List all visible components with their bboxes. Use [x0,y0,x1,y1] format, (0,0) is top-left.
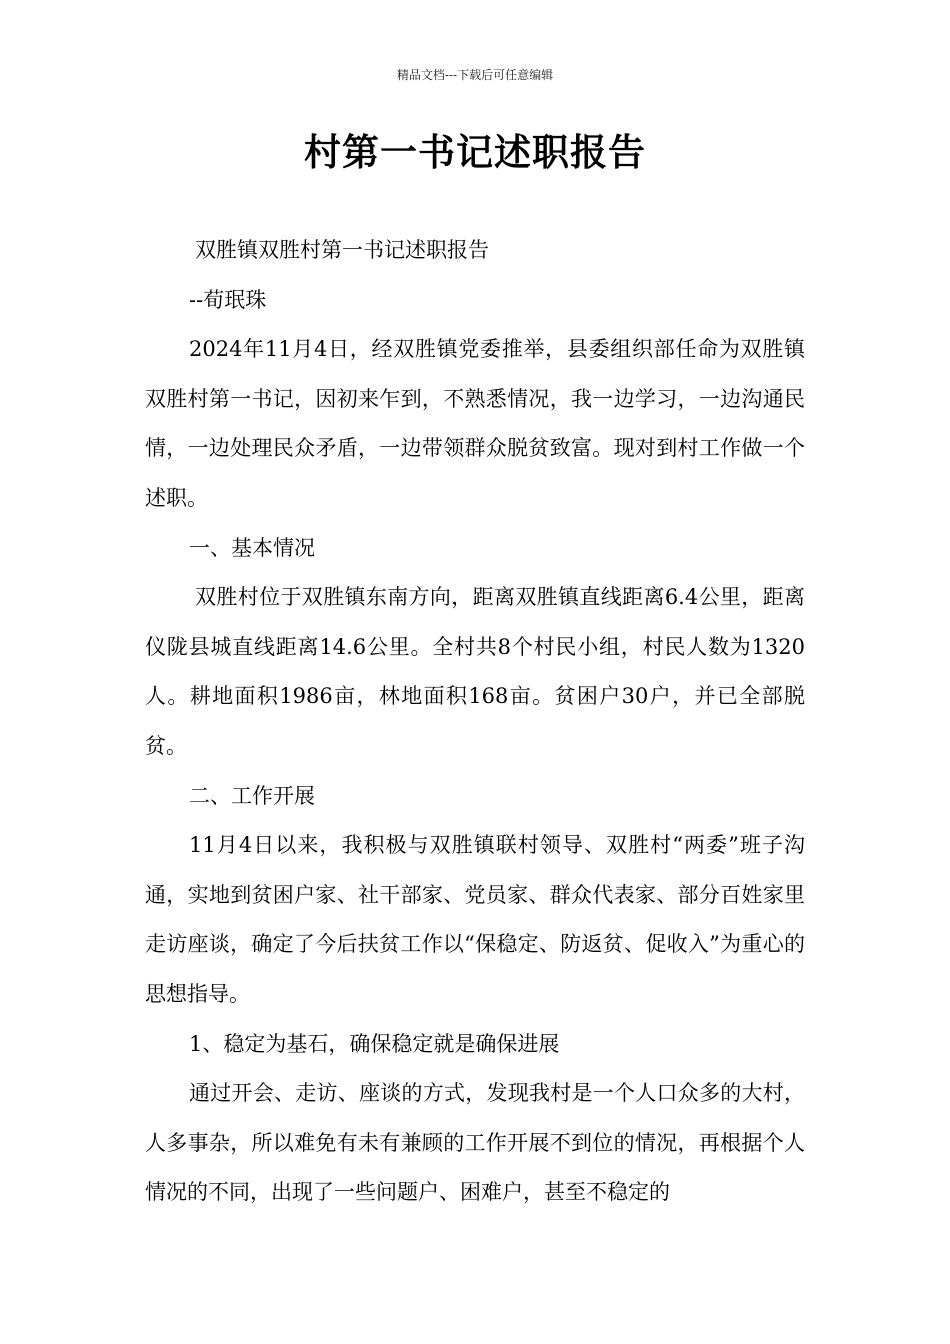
author-byline: --荀珉珠 [189,287,267,312]
stability-paragraph: 通过开会、走访、座谈的方式，发现我村是一个人口众多的大村，人多事杂，所以难免有未有兼顾的工作开展不到位的情况，再根据个人情况的不同，出现了一些问题户、困难户，甚至不稳定的 [145,1081,805,1205]
document-body [145,226,805,1218]
document-title: 村第一书记述职报告 [304,130,646,174]
intro-paragraph: 2024年11月4日，经双胜镇党委推举，县委组织部任命为双胜镇双胜村第一书记，因初来乍到，不熟悉情况，我一边学习，一边沟通民情，一边处理民众矛盾，一边带领群众脱贫致富。现对到村工作做一个述职。 [145,337,805,510]
basic-info-paragraph: 双胜村位于双胜镇东南方向，距离双胜镇直线距离6.4公里，距离仪陇县城直线距离14.6公里。全村共8个村民小组，村民人数为1320人。耕地面积1986亩，林地面积168亩。贫困户30户，并已全部脱贫。 [145,585,805,758]
header-note: 精品文档---下载后可任意编辑 [396,68,554,82]
work-paragraph: 11月4日以来，我积极与双胜镇联村领导、双胜村“两委”班子沟通，实地到贫困户家、社干部家、党员家、群众代表家、部分百姓家里走访座谈，确定了今后扶贫工作以“保稳定、防返贫、促收入”为重心的思想指导。 [145,833,805,1006]
subtitle-paragraph: 双胜镇双胜村第一书记述职报告 [195,238,489,262]
subsection-heading-stability: 1、稳定为基石，确保稳定就是确保进展 [189,1031,560,1056]
section-heading-work: 二、工作开展 [189,783,315,808]
section-heading-basic-info: 一、基本情况 [189,535,315,560]
